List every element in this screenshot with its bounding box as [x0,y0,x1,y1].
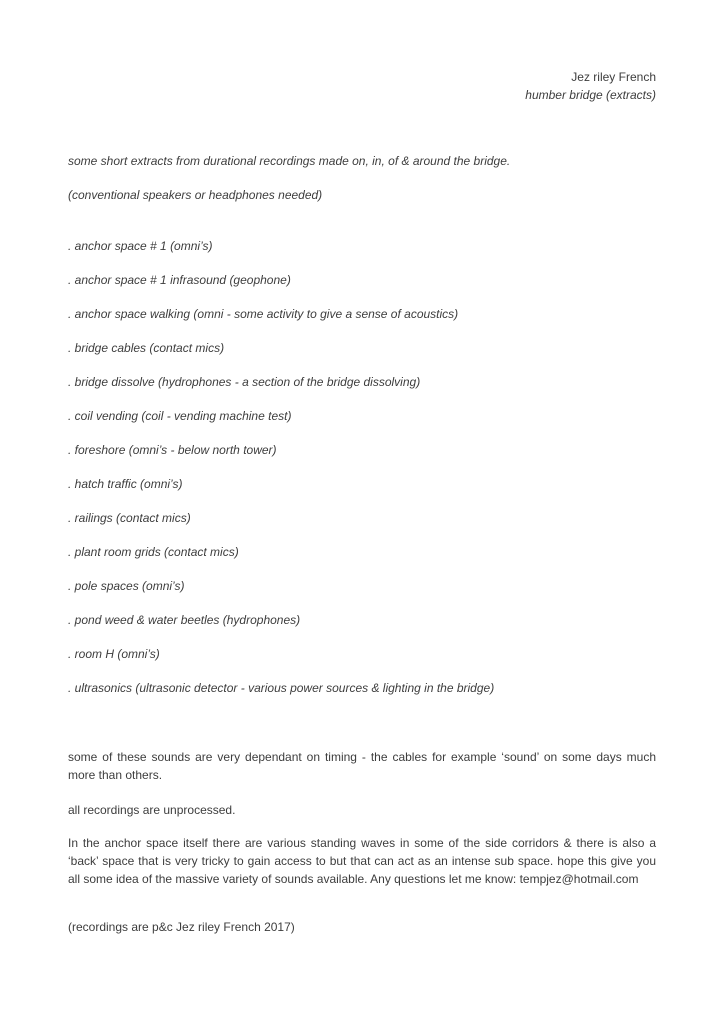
note-anchor-space-text: In the anchor space itself there are various standing waves in some of the side corridors & there is also a ‘back’ space that is very tricky to gain access to but that can act as an intense sub space. hope this give you all some idea of the massive variety of sounds available. Any questions let me know: [68,835,656,886]
track-item: . pond weed & water beetles (hydrophones) [68,613,301,627]
track-item: . room H (omni’s) [68,647,160,661]
email-address: tempjez@hotmail.com [519,871,639,886]
author-name: Jez riley French [571,70,656,84]
track-item: . anchor space walking (omni - some activity to give a sense of acoustics) [68,307,459,321]
track-item: . hatch traffic (omni’s) [68,477,183,491]
note-timing: some of these sounds are very dependant on timing - the cables for example ‘sound’ on some days much more than others. [68,750,656,782]
playback-note: (conventional speakers or headphones needed) [68,188,323,202]
track-item: . railings (contact mics) [68,511,191,525]
track-item: . coil vending (coil - vending machine test) [68,409,292,423]
note-anchor-space [68,834,656,888]
track-item: . pole spaces (omni’s) [68,579,185,593]
document-header [68,68,656,104]
document-title: humber bridge (extracts) [525,88,656,102]
track-item: . bridge dissolve (hydrophones - a section of the bridge dissolving) [68,375,421,389]
track-item: . ultrasonics (ultrasonic detector - various power sources & lighting in the bridge) [68,681,495,695]
track-item: . bridge cables (contact mics) [68,341,225,355]
track-item: . foreshore (omni’s - below north tower) [68,443,277,457]
track-list [68,238,656,697]
track-item: . anchor space # 1 infrasound (geophone) [68,273,291,287]
intro-description: some short extracts from durational recordings made on, in, of & around the bridge. [68,154,511,168]
note-unprocessed: all recordings are unprocessed. [68,803,236,817]
track-item: . anchor space # 1 (omni’s) [68,239,213,253]
copyright-line: (recordings are p&c Jez riley French 2017) [68,919,295,934]
track-item: . plant room grids (contact mics) [68,545,239,559]
